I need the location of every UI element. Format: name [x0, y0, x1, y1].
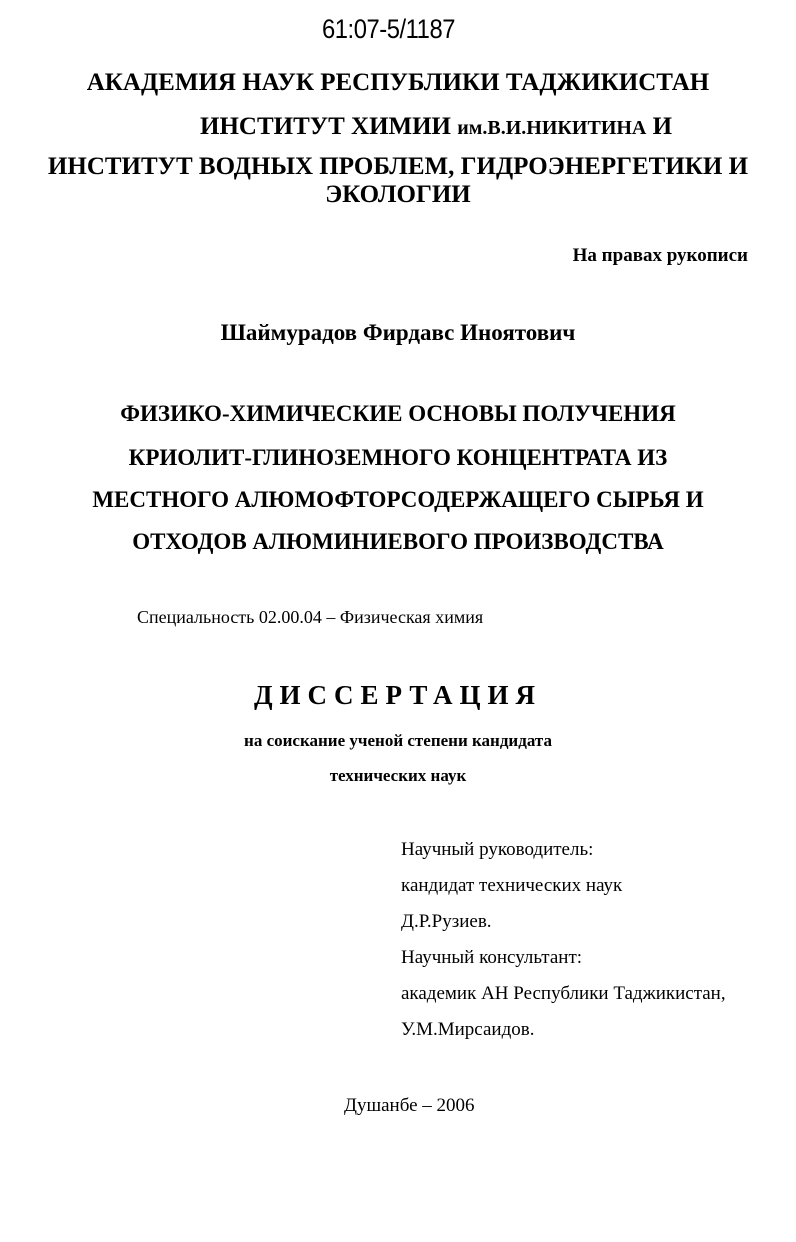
academy-header: АКАДЕМИЯ НАУК РЕСПУБЛИКИ ТАДЖИКИСТАН: [86, 69, 710, 96]
thesis-title-line: МЕСТНОГО АЛЮМОФТОРСОДЕРЖАЩЕГО СЫРЬЯ И: [92, 487, 704, 512]
document-type: ДИССЕРТАЦИЯ: [253, 680, 543, 710]
advisor-line: Д.Р.Рузиев.: [401, 911, 492, 932]
advisor-line: У.М.Мирсаидов.: [401, 1019, 535, 1040]
advisor-line: кандидат технических наук: [401, 875, 623, 896]
thesis-title-line: ОТХОДОВ АЛЮМИНИЕВОГО ПРОИЗВОДСТВА: [132, 529, 664, 554]
thesis-title-line: КРИОЛИТ-ГЛИНОЗЕМНОГО КОНЦЕНТРАТА ИЗ: [128, 445, 668, 470]
institute-water-header: ИНСТИТУТ ВОДНЫХ ПРОБЛЕМ, ГИДРОЭНЕРГЕТИКИ И: [47, 153, 749, 180]
advisor-line: Научный руководитель:: [401, 839, 594, 860]
advisor-line: Научный консультант:: [401, 947, 583, 968]
institute-water-header-cont: ЭКОЛОГИИ: [325, 181, 471, 208]
manuscript-rights-note: На правах рукописи: [572, 245, 748, 266]
advisors-block: [401, 838, 726, 1054]
header-conjunction: И: [652, 113, 673, 140]
institute-chemistry-header: [200, 112, 672, 143]
degree-line: технических наук: [329, 766, 467, 785]
institute-chemistry-name: ИНСТИТУТ ХИМИИ: [200, 113, 452, 140]
city-year: Душанбе – 2006: [344, 1095, 475, 1116]
advisor-line: академик АН Республики Таджикистан,: [401, 983, 726, 1004]
degree-line: на соискание ученой степени кандидата: [244, 731, 552, 750]
specialty: Специальность 02.00.04 – Физическая химия: [137, 607, 484, 627]
thesis-title-line: ФИЗИКО-ХИМИЧЕСКИЕ ОСНОВЫ ПОЛУЧЕНИЯ: [120, 401, 676, 426]
institute-chemistry-patron: им.В.И.НИКИТИНА: [457, 117, 647, 139]
author-name: Шаймурадов Фирдавс Иноятович: [220, 320, 576, 345]
archive-number: 61:07-5/1187: [322, 14, 456, 44]
